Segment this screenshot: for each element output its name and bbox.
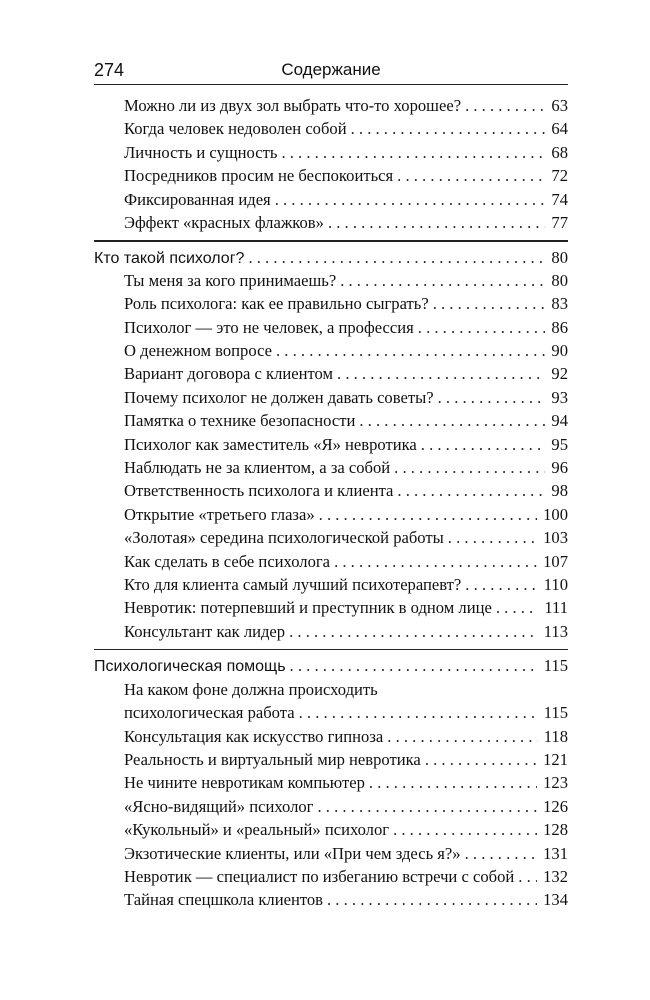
toc-entry-title: Почему психолог не должен давать советы? <box>124 387 434 407</box>
dot-leader <box>433 292 546 315</box>
toc-entry[interactable] <box>94 316 568 339</box>
toc-entry-title: Психолог — это не человек, а профессия <box>124 317 414 337</box>
dot-leader <box>317 795 537 818</box>
dot-leader <box>425 748 537 771</box>
toc-entry-title: Реальность и виртуальный мир невротика <box>124 749 421 769</box>
toc-entry[interactable] <box>94 596 568 619</box>
toc-entry[interactable] <box>94 94 568 117</box>
toc-entry-title: Невротик: потерпевший и преступник в одном лице <box>124 598 492 618</box>
dot-leader <box>275 188 546 211</box>
toc-entry-page: 90 <box>551 341 568 361</box>
toc-entry[interactable] <box>94 188 568 211</box>
toc-entry-multiline[interactable] <box>94 678 568 725</box>
toc-entry[interactable] <box>94 339 568 362</box>
toc-entry[interactable] <box>94 456 568 479</box>
toc-entry-title: «Золотая» середина психологической работы <box>124 528 444 548</box>
toc-entry-title: Консультант как лидер <box>124 621 286 641</box>
toc-entry-page: 96 <box>551 458 568 478</box>
toc-entry[interactable] <box>94 141 568 164</box>
toc-section-2 <box>94 246 568 644</box>
toc-entry[interactable] <box>94 550 568 573</box>
toc-entry-page: 123 <box>543 773 568 793</box>
toc-entry-page: 74 <box>551 189 568 209</box>
toc-entry-page: 132 <box>543 866 568 886</box>
dot-leader <box>465 573 537 596</box>
toc-entry-title: Экзотические клиенты, или «При чем здесь я?» <box>124 843 461 863</box>
toc-entry[interactable] <box>94 620 568 643</box>
toc-entry-page: 80 <box>551 270 568 290</box>
toc-entry-title: Памятка о технике безопасности <box>124 411 356 431</box>
toc-entry-title: Невротик — специалист по избеганию встречи с собой <box>124 866 515 886</box>
dot-leader <box>290 654 538 677</box>
toc-entry-page: 98 <box>551 481 568 501</box>
toc-entry[interactable] <box>94 725 568 748</box>
dot-leader <box>289 620 538 643</box>
toc-section-page: 115 <box>543 656 568 676</box>
toc-entry-title: Эффект «красных флажков» <box>124 212 324 232</box>
toc-entry-page: 115 <box>543 703 568 723</box>
toc-entry-page: 83 <box>551 294 568 314</box>
dot-leader <box>518 865 537 888</box>
toc-entry-title: Наблюдать не за клиентом, а за собой <box>124 458 391 478</box>
toc-section-page: 80 <box>551 247 568 267</box>
dot-leader <box>359 409 545 432</box>
running-title: Содержание <box>281 60 381 79</box>
dot-leader <box>496 596 538 619</box>
toc-entry-title: Фиксированная идея <box>124 189 271 209</box>
dot-leader <box>248 246 545 269</box>
toc-entry-page: 134 <box>543 890 568 910</box>
dot-leader <box>448 526 537 549</box>
toc-entry-title: Ответственность психолога и клиента <box>124 481 394 501</box>
dot-leader <box>387 725 537 748</box>
dot-leader <box>327 888 537 911</box>
toc-entry-title: Кто для клиента самый лучший психотерапевт? <box>124 575 462 594</box>
toc-entry[interactable] <box>94 292 568 315</box>
toc-entry-title: Вариант договора с клиентом <box>124 364 334 384</box>
toc-section-heading[interactable] <box>94 246 568 269</box>
toc-entry-title: Тайная спецшкола клиентов <box>124 890 323 910</box>
toc-entry-page: 128 <box>543 820 568 840</box>
toc-entry-page: 110 <box>543 575 568 594</box>
toc-group-1 <box>94 94 568 234</box>
toc-entry[interactable] <box>94 573 568 596</box>
toc-entry[interactable] <box>94 795 568 818</box>
dot-leader <box>299 701 538 724</box>
toc-entry[interactable] <box>94 842 568 865</box>
toc-entry-title: «Кукольный» и «реальный» психолог <box>124 820 390 840</box>
toc-entry-title: Посредников просим не беспокоиться <box>124 166 394 186</box>
toc-entry-title: Открытие «третьего глаза» <box>124 504 315 524</box>
toc-entry-page: 107 <box>543 551 568 571</box>
toc-entry-page: 126 <box>543 796 568 816</box>
toc-entry[interactable] <box>94 748 568 771</box>
toc-entry[interactable] <box>94 409 568 432</box>
toc-entry[interactable] <box>94 164 568 187</box>
toc-entry[interactable] <box>94 771 568 794</box>
page-number: 274 <box>94 60 125 80</box>
toc-entry[interactable] <box>94 386 568 409</box>
toc-entry-title: Не чините невротикам компьютер <box>124 773 365 793</box>
toc-section-heading[interactable] <box>94 654 568 677</box>
toc-entry[interactable] <box>94 433 568 456</box>
dot-leader <box>337 362 545 385</box>
toc-entry-page: 121 <box>543 749 568 769</box>
dot-leader <box>397 479 545 502</box>
toc-entry[interactable] <box>94 117 568 140</box>
dot-leader <box>465 842 538 865</box>
toc-entry[interactable] <box>94 479 568 502</box>
toc-entry-page: 72 <box>551 166 568 186</box>
toc-entry-page: 77 <box>551 212 568 232</box>
toc-entry-page: 68 <box>551 142 568 162</box>
dot-leader <box>393 818 537 841</box>
toc-entry-page: 86 <box>551 317 568 337</box>
dot-leader <box>465 94 545 117</box>
toc-entry[interactable] <box>94 526 568 549</box>
toc-entry-page: 100 <box>543 504 568 524</box>
toc-entry-page: 93 <box>551 387 568 407</box>
toc-entry-title: Консультация как искусство гипноза <box>124 726 384 746</box>
toc-entry-title: Как сделать в себе психолога <box>124 551 331 571</box>
dot-leader <box>281 141 545 164</box>
toc-entry-title-line2: психологическая работа <box>124 703 295 723</box>
toc-entry-title: Психолог как заместитель «Я» невротика <box>124 434 417 454</box>
toc-entry-page: 64 <box>551 119 568 139</box>
toc-entry[interactable] <box>94 888 568 911</box>
toc-entry-title: Когда человек недоволен собой <box>124 119 347 139</box>
dot-leader <box>418 316 546 339</box>
toc-entry[interactable] <box>94 211 568 234</box>
toc-section-title: Кто такой психолог? <box>94 249 245 267</box>
toc-entry-page: 63 <box>551 96 568 115</box>
dot-leader <box>328 211 545 234</box>
toc-entry-line2 <box>94 701 568 724</box>
toc-entry-page: 95 <box>551 434 568 454</box>
toc-entry-page: 92 <box>551 364 568 384</box>
dot-leader <box>319 503 537 526</box>
dot-leader <box>369 771 537 794</box>
toc-entry[interactable] <box>94 503 568 526</box>
section-divider <box>94 240 568 241</box>
dot-leader <box>351 117 546 140</box>
toc-entry[interactable] <box>94 362 568 385</box>
toc-entry-title: «Ясно-видящий» психолог <box>124 796 314 816</box>
toc-entry[interactable] <box>94 865 568 888</box>
dot-leader <box>421 433 546 456</box>
toc-entry-title: О денежном вопросе <box>124 341 272 361</box>
toc-entry-page: 118 <box>543 726 568 746</box>
toc-entry-title: Можно ли из двух зол выбрать что-то хорошее? <box>124 96 462 115</box>
section-divider <box>94 649 568 650</box>
toc-entry-page: 103 <box>543 528 568 548</box>
toc-entry-page: 113 <box>543 621 568 641</box>
dot-leader <box>438 386 546 409</box>
table-of-contents <box>94 94 568 912</box>
toc-entry-page: 94 <box>551 411 568 431</box>
dot-leader <box>334 550 537 573</box>
toc-entry-title: Ты меня за кого принимаешь? <box>124 270 337 290</box>
toc-entry[interactable] <box>94 818 568 841</box>
dot-leader <box>340 269 545 292</box>
dot-leader <box>276 339 545 362</box>
toc-entry-title: Роль психолога: как ее правильно сыграть? <box>124 294 429 314</box>
toc-entry[interactable] <box>94 269 568 292</box>
toc-section-3 <box>94 654 568 911</box>
toc-entry-title: Личность и сущность <box>124 142 278 162</box>
page-header <box>94 60 568 85</box>
dot-leader <box>397 164 545 187</box>
toc-entry-page: 131 <box>543 843 568 863</box>
toc-entry-page: 111 <box>544 598 568 618</box>
toc-section-title: Психологическая помощь <box>94 658 286 676</box>
toc-entry-title-line1: На каком фоне должна происходить <box>124 679 378 699</box>
dot-leader <box>394 456 545 479</box>
